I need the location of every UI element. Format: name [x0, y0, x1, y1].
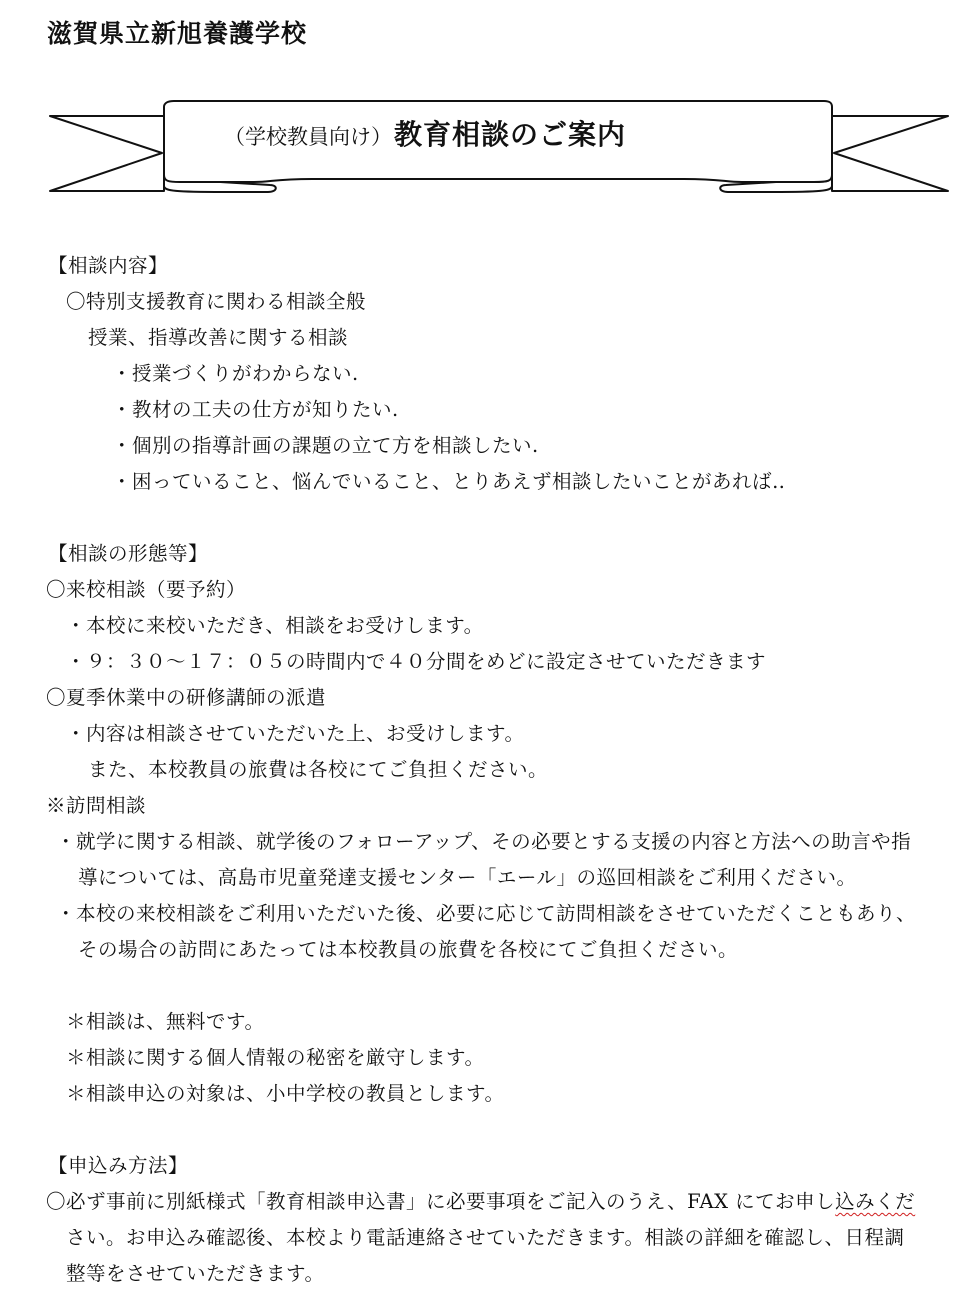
banner-main-title: 教育相談のご案内	[394, 118, 627, 151]
banner-subtitle: （学校教員向け）	[224, 125, 392, 149]
section-heading-apply: 【申込み方法】	[48, 1154, 189, 1177]
title-ribbon-banner	[44, 95, 954, 205]
apply-text: 〇必ず事前に別紙様式「教育相談申込書」に必要事項をご記入のうえ、FAX にてお申し	[46, 1190, 836, 1213]
section-heading-form: 【相談の形態等】	[48, 542, 209, 565]
note-item: ＊相談に関する個人情報の秘密を厳守します。	[66, 1046, 485, 1069]
apply-paragraph: 整等をさせていただきます。	[66, 1262, 325, 1285]
content-bullet: ・教材の工夫の仕方が知りたい.	[112, 398, 399, 421]
summer-lecturer-note: また、本校教員の旅費は各校にてご負担ください。	[88, 758, 549, 781]
home-visit-paragraph: ・就学に関する相談、就学後のフォローアップ、その必要とする支援の内容と方法への助言や指	[56, 830, 912, 853]
home-visit-paragraph: その場合の訪問にあたっては本校教員の旅費を各校にてご負担ください。	[78, 938, 739, 961]
note-item: ＊相談は、無料です。	[66, 1010, 265, 1033]
summer-lecturer-title: 〇夏季休業中の研修講師の派遣	[46, 686, 327, 709]
school-name: 滋賀県立新旭養護学校	[47, 19, 308, 48]
banner-title	[224, 113, 626, 153]
spellcheck-underline: 込みくだ	[835, 1190, 916, 1213]
content-item-sub: 授業、指導改善に関する相談	[88, 326, 349, 349]
note-item: ＊相談申込の対象は、小中学校の教員とします。	[66, 1082, 505, 1105]
section-heading-content: 【相談内容】	[48, 254, 169, 277]
home-visit-paragraph: ・本校の来校相談をご利用いただいた後、必要に応じて訪問相談をさせていただくこともあり、	[56, 902, 917, 925]
home-visit-paragraph: 導については、高島市児童発達支援センター「エール」の巡回相談をご利用ください。	[78, 866, 857, 889]
content-bullet: ・個別の指導計画の課題の立て方を相談したい.	[112, 434, 539, 457]
visit-consult-bullet: ・本校に来校いただき、相談をお受けします。	[66, 614, 484, 637]
visit-consult-bullet: ・９：３０～１７：０５の時間内で４０分間をめどに設定させていただきます	[66, 650, 767, 673]
content-bullet: ・困っていること、悩んでいること、とりあえず相談したいことがあれば‥	[112, 470, 786, 493]
summer-lecturer-bullet: ・内容は相談させていただいた上、お受けします。	[66, 722, 525, 745]
content-bullet: ・授業づくりがわからない.	[112, 362, 359, 385]
content-item-main: 〇特別支援教育に関わる相談全般	[66, 290, 367, 313]
visit-consult-title: 〇来校相談（要予約）	[46, 578, 247, 601]
home-visit-title: ※訪問相談	[46, 794, 147, 817]
apply-paragraph: さい。お申込み確認後、本校より電話連絡させていただきます。相談の詳細を確認し、日程調	[66, 1226, 905, 1249]
apply-paragraph	[46, 1189, 915, 1215]
